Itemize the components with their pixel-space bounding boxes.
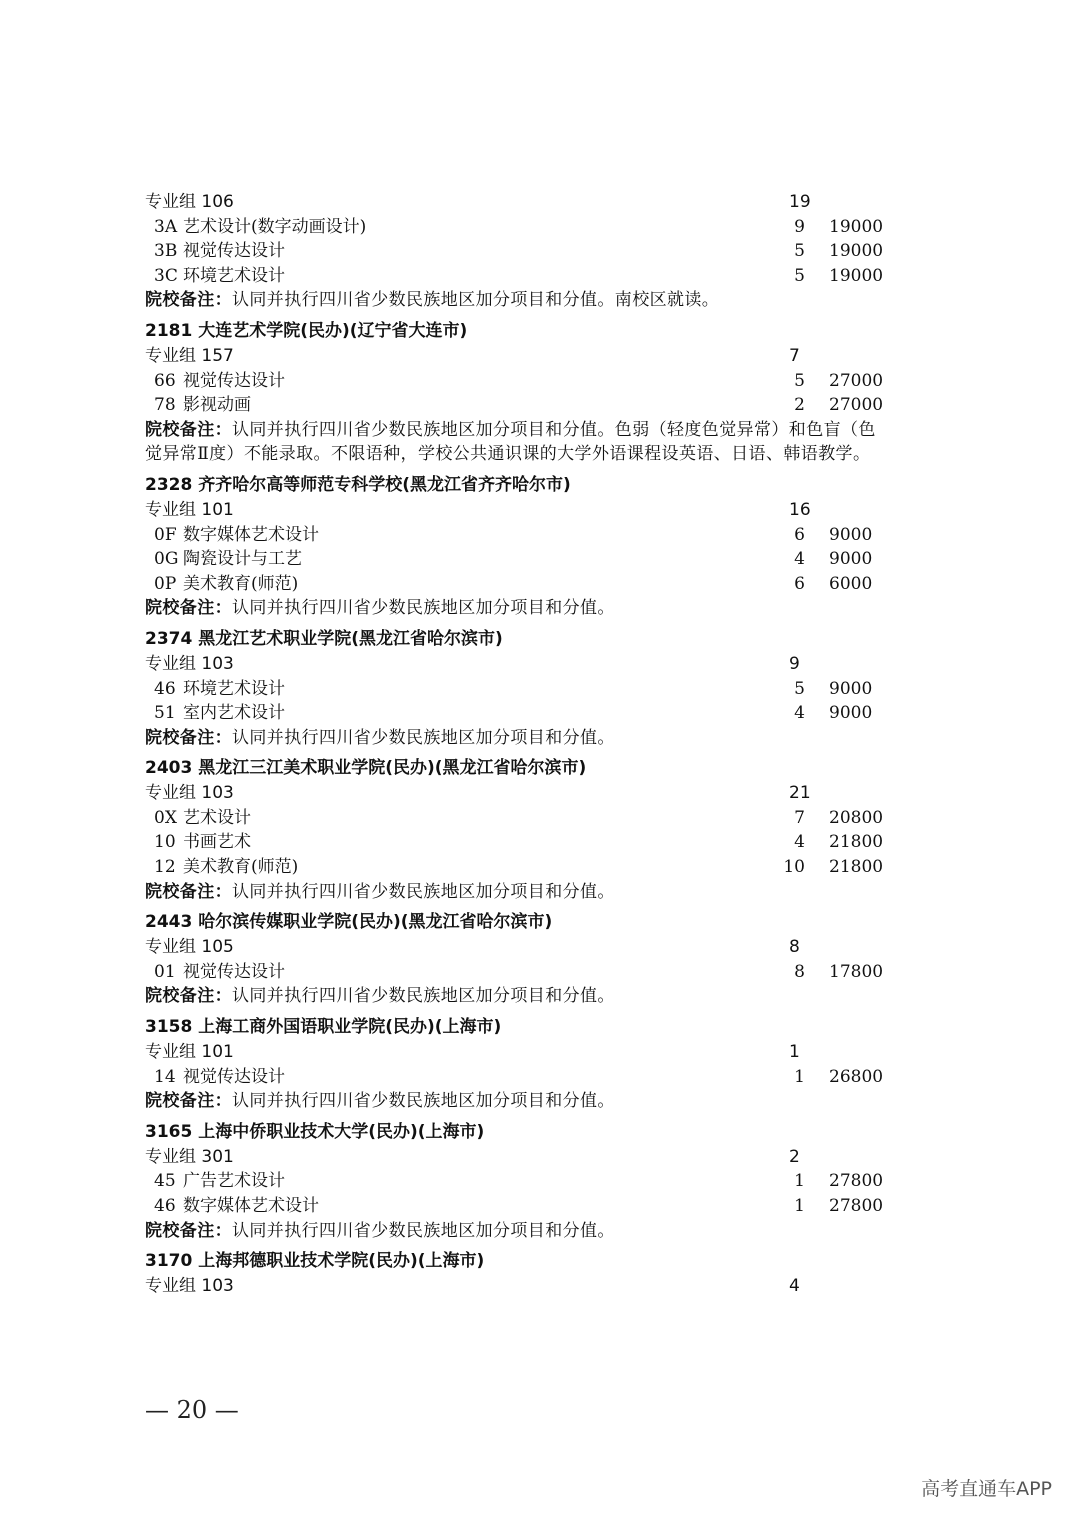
major-fee: 27800	[829, 1171, 884, 1192]
major-fee: 9000	[829, 703, 873, 724]
group-row	[145, 1274, 965, 1299]
major-name: 视觉传达设计	[183, 961, 285, 982]
major-code: 45	[154, 1171, 176, 1192]
major-code: 12	[154, 857, 176, 878]
remark-label: 院校备注：	[145, 598, 232, 619]
school-remark	[145, 984, 965, 1009]
major-name: 室内艺术设计	[183, 703, 285, 724]
major-row	[145, 806, 965, 831]
group-row	[145, 1145, 965, 1170]
remark-text: 认同并执行四川省少数民族地区加分项目和分值。	[232, 881, 615, 902]
major-row	[145, 239, 965, 264]
remark-label: 院校备注：	[145, 727, 232, 748]
remark-label: 院校备注：	[145, 419, 232, 440]
school-remark	[145, 418, 965, 443]
page-number: — 20 —	[145, 1396, 239, 1424]
school-block	[145, 1119, 965, 1243]
major-num: 4	[794, 832, 805, 853]
major-fee: 17800	[829, 961, 884, 982]
school-block	[145, 190, 965, 313]
school-remark	[145, 442, 965, 467]
major-row	[145, 547, 965, 572]
major-code: 3A	[154, 216, 178, 237]
group-plan-count: 21	[789, 783, 811, 804]
remark-label: 院校备注：	[145, 1220, 232, 1241]
major-fee: 27000	[829, 395, 884, 416]
remark-text: 认同并执行四川省少数民族地区加分项目和分值。	[232, 727, 615, 748]
major-num: 5	[794, 678, 805, 699]
school-block	[145, 755, 965, 904]
major-code: 14	[154, 1066, 176, 1087]
school-heading: 2328 齐齐哈尔高等师范专科学校(黑龙江省齐齐哈尔市)	[145, 474, 571, 495]
group-name: 专业组 103	[145, 783, 234, 804]
major-row	[145, 701, 965, 726]
group-plan-count: 7	[789, 345, 800, 366]
major-name: 数字媒体艺术设计	[183, 1196, 319, 1216]
group-name: 专业组 301	[145, 1146, 234, 1167]
major-name: 数字媒体艺术设计	[183, 524, 319, 545]
school-remark	[145, 880, 965, 905]
major-code: 10	[154, 832, 176, 853]
document-body	[145, 190, 965, 1299]
major-row	[145, 393, 965, 418]
remark-label: 院校备注：	[145, 986, 232, 1007]
group-row	[145, 935, 965, 960]
major-name: 影视动画	[183, 395, 251, 416]
major-num: 10	[783, 857, 805, 878]
group-plan-count: 16	[789, 499, 811, 520]
major-name: 环境艺术设计	[183, 265, 285, 286]
group-row	[145, 190, 965, 215]
school-heading: 3170 上海邦德职业技术学院(民办)(上海市)	[145, 1251, 485, 1272]
major-name: 艺术设计(数字动画设计)	[183, 216, 367, 237]
major-code: 46	[154, 678, 176, 699]
group-plan-count: 8	[789, 937, 800, 958]
major-fee: 26800	[829, 1066, 884, 1087]
school-block	[145, 472, 965, 621]
school-remark	[145, 1089, 965, 1114]
major-code: 51	[154, 703, 176, 724]
major-row	[145, 264, 965, 289]
major-code: 78	[154, 395, 176, 416]
group-plan-count: 19	[789, 192, 811, 212]
major-fee: 20800	[829, 807, 884, 828]
group-row	[145, 781, 965, 806]
group-name: 专业组 101	[145, 499, 234, 520]
group-name: 专业组 157	[145, 345, 234, 366]
major-num: 4	[794, 703, 805, 724]
major-name: 美术教育(师范)	[183, 857, 299, 878]
major-num: 6	[794, 524, 805, 545]
group-name: 专业组 106	[145, 192, 234, 212]
major-name: 视觉传达设计	[183, 1066, 285, 1087]
school-heading: 3165 上海中侨职业技术大学(民办)(上海市)	[145, 1121, 485, 1142]
major-name: 美术教育(师范)	[183, 573, 299, 594]
major-row	[145, 572, 965, 597]
major-num: 9	[794, 216, 805, 237]
major-num: 7	[794, 807, 805, 828]
remark-text: 认同并执行四川省少数民族地区加分项目和分值。南校区就读。	[232, 290, 720, 311]
school-block	[145, 626, 965, 750]
major-fee: 27000	[829, 370, 884, 391]
school-heading: 2403 黑龙江三江美术职业学院(民办)(黑龙江省哈尔滨市)	[145, 758, 587, 779]
major-num: 1	[794, 1066, 805, 1087]
major-code: 0P	[154, 573, 177, 594]
major-name: 广告艺术设计	[183, 1171, 285, 1192]
major-code: 3B	[154, 241, 178, 262]
group-row	[145, 344, 965, 369]
major-num: 1	[794, 1196, 805, 1216]
major-num: 5	[794, 370, 805, 391]
watermark-text: 高考直通车APP	[921, 1478, 1052, 1500]
remark-label: 院校备注：	[145, 881, 232, 902]
major-row	[145, 523, 965, 548]
group-name: 专业组 101	[145, 1042, 234, 1063]
major-num: 5	[794, 241, 805, 262]
major-code: 46	[154, 1196, 176, 1216]
major-row	[145, 1065, 965, 1090]
major-fee: 9000	[829, 524, 873, 545]
major-row	[145, 1194, 965, 1219]
remark-text: 觉异常Ⅱ度）不能录取。不限语种，学校公共通识课的大学外语课程设英语、日语、韩语教学。	[145, 444, 871, 465]
major-code: 66	[154, 370, 176, 391]
major-fee: 27800	[829, 1196, 884, 1216]
group-row	[145, 498, 965, 523]
school-remark	[145, 288, 965, 313]
remark-text: 认同并执行四川省少数民族地区加分项目和分值。	[232, 1091, 615, 1112]
major-fee: 19000	[829, 216, 884, 237]
major-fee: 21800	[829, 832, 884, 853]
major-fee: 6000	[829, 573, 873, 594]
school-heading: 3158 上海工商外国语职业学院(民办)(上海市)	[145, 1017, 502, 1038]
major-num: 5	[794, 265, 805, 286]
major-code: 0G	[154, 549, 179, 570]
school-remark	[145, 726, 965, 751]
major-row	[145, 855, 965, 880]
group-name: 专业组 103	[145, 653, 234, 674]
school-block	[145, 1014, 965, 1114]
major-num: 2	[794, 395, 805, 416]
group-plan-count: 9	[789, 653, 800, 674]
major-row	[145, 215, 965, 240]
group-plan-count: 1	[789, 1042, 800, 1063]
group-row	[145, 1040, 965, 1065]
remark-label: 院校备注：	[145, 290, 232, 311]
major-row	[145, 677, 965, 702]
school-heading: 2374 黑龙江艺术职业学院(黑龙江省哈尔滨市)	[145, 628, 503, 649]
school-remark	[145, 596, 965, 621]
major-num: 1	[794, 1171, 805, 1192]
major-num: 4	[794, 549, 805, 570]
major-fee: 9000	[829, 549, 873, 570]
remark-label: 院校备注：	[145, 1091, 232, 1112]
group-name: 专业组 103	[145, 1276, 234, 1297]
major-name: 书画艺术	[183, 832, 251, 853]
school-heading: 2443 哈尔滨传媒职业学院(民办)(黑龙江省哈尔滨市)	[145, 912, 553, 933]
group-plan-count: 4	[789, 1276, 800, 1297]
major-code: 0X	[154, 807, 177, 828]
major-fee: 19000	[829, 265, 884, 286]
major-row	[145, 369, 965, 394]
major-num: 6	[794, 573, 805, 594]
school-remark	[145, 1219, 965, 1244]
school-block	[145, 909, 965, 1009]
major-code: 01	[154, 961, 176, 982]
remark-text: 认同并执行四川省少数民族地区加分项目和分值。	[232, 986, 615, 1007]
major-code: 3C	[154, 265, 178, 286]
school-block	[145, 1248, 965, 1299]
major-name: 艺术设计	[183, 807, 251, 828]
major-fee: 19000	[829, 241, 884, 262]
major-name: 陶瓷设计与工艺	[183, 549, 302, 570]
school-heading: 2181 大连艺术学院(民办)(辽宁省大连市)	[145, 320, 468, 341]
major-row	[145, 960, 965, 985]
group-name: 专业组 105	[145, 937, 234, 958]
major-name: 视觉传达设计	[183, 241, 285, 262]
remark-text: 认同并执行四川省少数民族地区加分项目和分值。	[232, 1220, 615, 1241]
major-row	[145, 830, 965, 855]
major-fee: 21800	[829, 857, 884, 878]
major-name: 环境艺术设计	[183, 678, 285, 699]
group-row	[145, 652, 965, 677]
major-fee: 9000	[829, 678, 873, 699]
major-num: 8	[794, 961, 805, 982]
major-code: 0F	[154, 524, 177, 545]
school-block	[145, 318, 965, 467]
remark-text: 认同并执行四川省少数民族地区加分项目和分值。	[232, 598, 615, 619]
remark-text: 认同并执行四川省少数民族地区加分项目和分值。色弱（轻度色觉异常）和色盲（色	[232, 419, 876, 440]
major-row	[145, 1169, 965, 1194]
major-name: 视觉传达设计	[183, 370, 285, 391]
group-plan-count: 2	[789, 1146, 800, 1167]
